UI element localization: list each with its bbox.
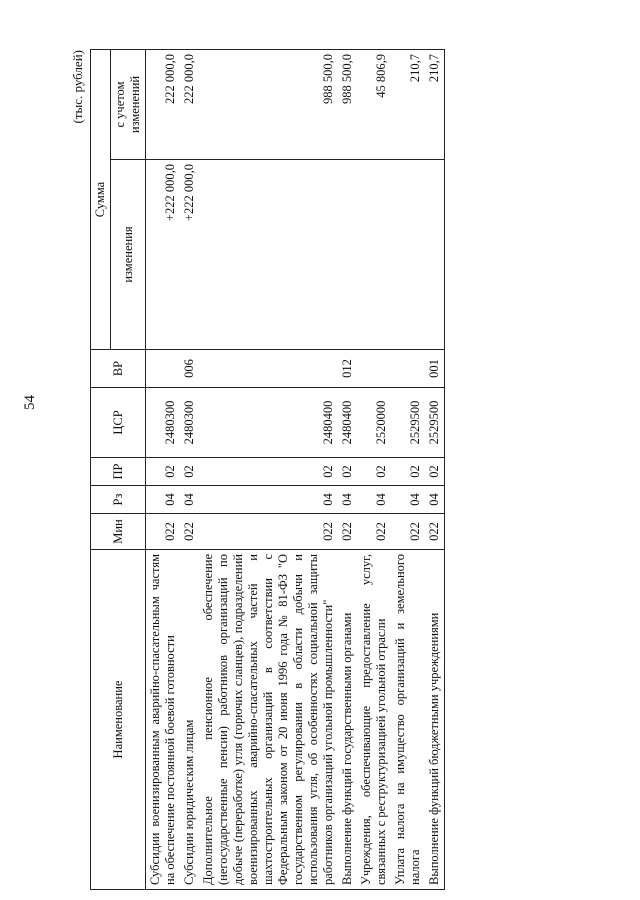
- budget-table: [90, 49, 445, 890]
- rotated-page-content: [64, 50, 584, 890]
- header-changes: изменения: [111, 160, 146, 350]
- header-min: Мин: [91, 514, 146, 550]
- row-rz: 04: [391, 486, 425, 514]
- row-min: 022: [338, 514, 357, 550]
- row-min: 022: [146, 514, 181, 550]
- header-vr: ВР: [91, 350, 146, 388]
- row-change: [391, 160, 425, 350]
- row-pr: 02: [180, 458, 199, 486]
- row-csr: 2480400: [199, 388, 338, 458]
- row-rz: 04: [357, 486, 391, 514]
- row-total: 45 806,9: [357, 50, 391, 160]
- row-total: 988 500,0: [199, 50, 338, 160]
- row-change: [425, 160, 445, 350]
- row-pr: 02: [425, 458, 445, 486]
- row-change: +222 000,0: [180, 160, 199, 350]
- table-row: [357, 50, 391, 890]
- row-total: 222 000,0: [146, 50, 181, 160]
- row-rz: 04: [338, 486, 357, 514]
- row-pr: 02: [146, 458, 181, 486]
- table-row: [180, 50, 199, 890]
- row-rz: 04: [146, 486, 181, 514]
- units-label: (тыс. рублей): [70, 50, 85, 124]
- header-csr: ЦСР: [91, 388, 146, 458]
- table-row: [425, 50, 445, 890]
- row-vr: [199, 350, 338, 388]
- table-row: [146, 50, 181, 890]
- row-pr: 02: [357, 458, 391, 486]
- row-pr: 02: [391, 458, 425, 486]
- row-min: 022: [391, 514, 425, 550]
- row-min: 022: [199, 514, 338, 550]
- row-name: Дополнительное пенсионное обеспечение (негосударственные пенсии) работников организаций по добыче (переработке) угля (горючих сланцев), подразделений военизированных аварийно-спасательных частей и шахтостроительных организаций в соответствии с Федеральным законом от 20 июня 1996 года № 81-ФЗ "О государственном регулировании в области добычи и использования угля, об особенностях социальной защиты работников организаций угольной промышленности": [199, 550, 338, 890]
- row-csr: 2480300: [146, 388, 181, 458]
- table-row: [199, 50, 338, 890]
- row-vr: [391, 350, 425, 388]
- row-csr: 2480400: [338, 388, 357, 458]
- row-min: 022: [357, 514, 391, 550]
- row-min: 022: [180, 514, 199, 550]
- row-change: [199, 160, 338, 350]
- row-name: Выполнение функций государственными органами: [338, 550, 357, 890]
- row-total: 210,7: [425, 50, 445, 160]
- row-csr: 2529500: [391, 388, 425, 458]
- row-total: 210,7: [391, 50, 425, 160]
- row-name: Выполнение функций бюджетными учреждениями: [425, 550, 445, 890]
- row-rz: 04: [180, 486, 199, 514]
- row-change: +222 000,0: [146, 160, 181, 350]
- row-total: 222 000,0: [180, 50, 199, 160]
- row-rz: 04: [199, 486, 338, 514]
- header-sum: Сумма: [91, 50, 111, 350]
- row-change: [338, 160, 357, 350]
- header-name: Наименование: [91, 550, 146, 890]
- header-rz: Рз: [91, 486, 146, 514]
- header-pr: ПР: [91, 458, 146, 486]
- row-name: Учреждения, обеспечивающие предоставление услуг, связанных с реструктуризацией угольной отрасли: [357, 550, 391, 890]
- row-name: Субсидии военизированным аварийно-спасательным частям на обеспечение постоянной боевой готовности: [146, 550, 181, 890]
- table-row: [391, 50, 425, 890]
- row-pr: 02: [199, 458, 338, 486]
- row-total: 988 500,0: [338, 50, 357, 160]
- row-csr: 2529500: [425, 388, 445, 458]
- row-change: [357, 160, 391, 350]
- page-number: 54: [22, 395, 38, 410]
- row-pr: 02: [338, 458, 357, 486]
- row-vr: 012: [338, 350, 357, 388]
- row-name: Субсидии юридическим лицам: [180, 550, 199, 890]
- row-rz: 04: [425, 486, 445, 514]
- row-name: Уплата налога на имущество организаций и земельного налога: [391, 550, 425, 890]
- row-vr: 006: [180, 350, 199, 388]
- row-vr: [357, 350, 391, 388]
- row-csr: 2480300: [180, 388, 199, 458]
- row-vr: [146, 350, 181, 388]
- header-with-changes: с учетом изменений: [111, 50, 146, 160]
- row-csr: 2520000: [357, 388, 391, 458]
- table-row: [338, 50, 357, 890]
- row-min: 022: [425, 514, 445, 550]
- row-vr: 001: [425, 350, 445, 388]
